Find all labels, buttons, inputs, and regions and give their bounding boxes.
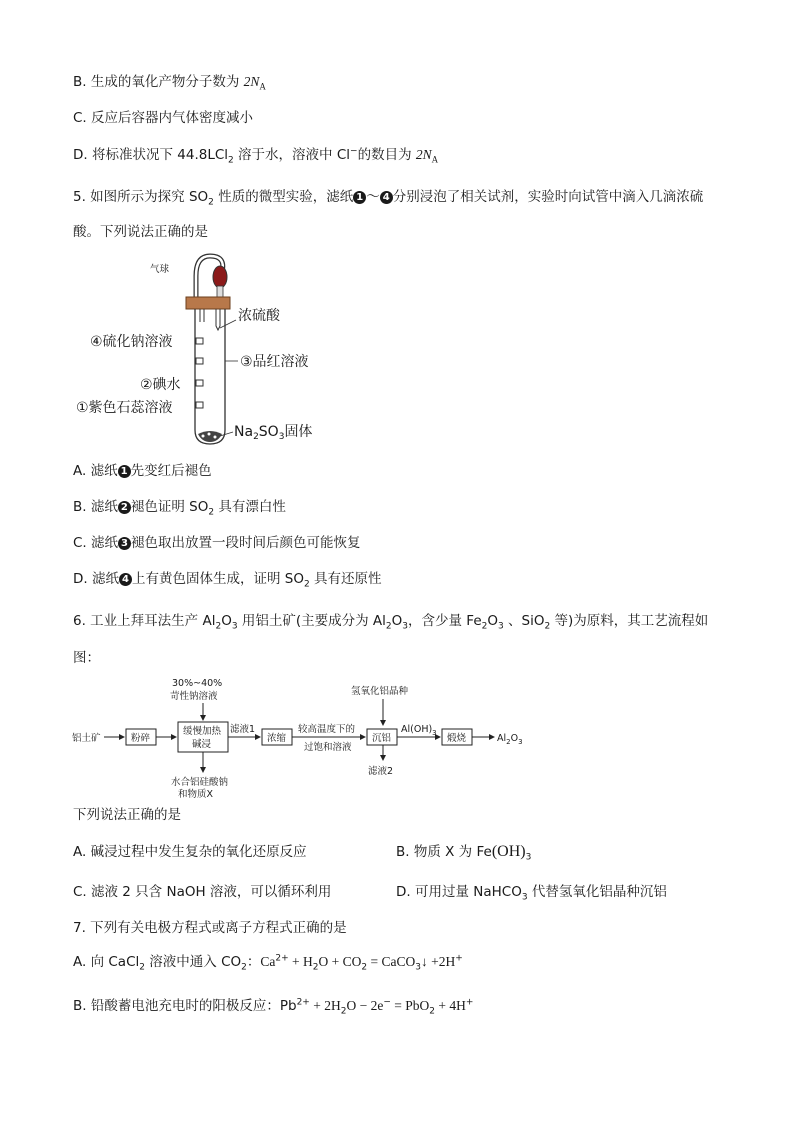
q7-stem bbox=[73, 918, 347, 938]
q6-stem-line1 bbox=[73, 611, 708, 631]
q4-option-d-text: D. 将标准状况下 44.8LCl bbox=[73, 147, 229, 163]
q6-sub1: 2 bbox=[215, 621, 222, 632]
q6-stem-f: O bbox=[487, 613, 499, 629]
flow-reagent-2: 苛性钠溶液 bbox=[170, 691, 218, 702]
q5-option-d-sub: 2 bbox=[303, 579, 310, 590]
q5-option-b-tail: 具有漂白性 bbox=[214, 499, 286, 515]
q5-option-d-tail: 具有还原性 bbox=[309, 571, 382, 587]
flow-filtrate1: 滤液1 bbox=[230, 724, 256, 735]
q6-option-d-sub: 3 bbox=[521, 892, 528, 903]
flow-reagent-1: 30%~40% bbox=[172, 678, 223, 689]
label-paper2: ②碘水 bbox=[140, 377, 181, 393]
q5-stem-line1 bbox=[73, 187, 703, 207]
q6-stem-line2-text: 图： bbox=[73, 650, 100, 666]
flow-crush: 粉碎 bbox=[131, 733, 151, 744]
q6-option-c bbox=[73, 882, 331, 902]
q6-stem-g: 、SiO bbox=[503, 613, 545, 629]
circled-number-1: 1 bbox=[118, 465, 131, 478]
q4-option-d-mid: 溶于水，溶液中 Cl bbox=[233, 147, 351, 163]
filter-paper-3 bbox=[196, 358, 203, 364]
q4-option-c bbox=[73, 108, 253, 128]
q5-stem-c: 分别浸泡了相关试剂，实验时向试管中滴入几滴浓硫 bbox=[392, 189, 704, 205]
flow-leach2: 碱浸 bbox=[192, 739, 212, 750]
q6-option-c-text: C. 滤液 2 只含 NaOH 溶液，可以循环利用 bbox=[73, 884, 332, 900]
q5-option-c-tail: 褪色取出放置一段时间后颜色可能恢复 bbox=[131, 535, 361, 551]
circled-number-1: 1 bbox=[353, 191, 366, 204]
q7-a-sub1: 2 bbox=[139, 962, 145, 973]
q7-stem-text: 7. 下列有关电极方程式或离子方程式正确的是 bbox=[73, 920, 347, 936]
q4-option-c-text: C. 反应后容器内气体密度减小 bbox=[73, 110, 254, 126]
stopper-icon bbox=[186, 297, 230, 309]
q5-option-b-mid: 褪色证明 SO bbox=[130, 499, 209, 515]
q5-option-d-mid: 上有黄色固体生成，证明 SO bbox=[131, 571, 304, 587]
q5-stem-b: 性质的微型实验，滤纸 bbox=[213, 189, 354, 205]
flow-precip: 沉铝 bbox=[372, 733, 392, 744]
flow-leach1: 缓慢加热 bbox=[183, 726, 222, 737]
q6-question bbox=[73, 805, 181, 825]
flow-concentrate: 浓缩 bbox=[267, 733, 287, 744]
flow-ore: 铝土矿 bbox=[72, 733, 101, 744]
filter-paper-1 bbox=[196, 402, 203, 408]
q4-option-b-text: B. 生成的氧化产物分子数为 bbox=[73, 74, 244, 90]
q5-option-a bbox=[73, 461, 212, 481]
q7-option-b bbox=[73, 996, 473, 1016]
q6-option-a bbox=[73, 842, 307, 862]
q6-stem-line2 bbox=[73, 648, 100, 668]
q7-b2: + 2H bbox=[309, 998, 341, 1013]
q7-b3: O − 2e bbox=[346, 998, 384, 1013]
q4-option-d-sup: − bbox=[350, 146, 358, 157]
q7-a2: 溶液中通入 CO bbox=[144, 954, 242, 970]
label-paper4: ④硫化钠溶液 bbox=[90, 334, 173, 350]
q5-option-d bbox=[73, 569, 382, 589]
q7-a-sup1: 2+ bbox=[275, 953, 289, 964]
flow-residue1: 水合铝硅酸钠 bbox=[171, 777, 229, 788]
q6-sub4: 3 bbox=[402, 621, 409, 632]
q7-b-sup3: + bbox=[465, 997, 474, 1008]
q7-a-sub3: 2 bbox=[312, 962, 319, 973]
flow-residue2: 和物质X bbox=[178, 789, 214, 800]
q6-option-b bbox=[396, 842, 531, 862]
q7-a3: ：Ca bbox=[246, 954, 276, 969]
q5-option-a-text: A. 滤纸 bbox=[73, 463, 118, 479]
flow-sat1: 较高温度下的 bbox=[298, 724, 356, 735]
q6-stem-c: 用铝土矿(主要成分为 Al bbox=[237, 613, 386, 629]
test-tube-icon bbox=[195, 309, 225, 444]
q5-option-c-text: C. 滤纸 bbox=[73, 535, 119, 551]
flow-calcine: 煅烧 bbox=[447, 733, 467, 744]
q7-b-sup1: 2+ bbox=[296, 997, 310, 1008]
q4-option-d-mid2: 的数目为 bbox=[357, 147, 416, 163]
q4-option-b-formula: 2N bbox=[243, 74, 260, 89]
q4-option-b bbox=[73, 72, 266, 92]
label-acid: 浓硫酸 bbox=[238, 308, 280, 324]
label-paper3: ③品红溶液 bbox=[240, 354, 309, 370]
q5-stem-line2-text: 酸。下列说法正确的是 bbox=[73, 224, 208, 240]
q6-sub7: 2 bbox=[544, 621, 551, 632]
q7-a5: O + CO bbox=[318, 954, 362, 969]
q6-sub3: 2 bbox=[385, 621, 392, 632]
q7-a6: = CaCO bbox=[367, 954, 416, 969]
circled-number-4: 4 bbox=[380, 191, 393, 204]
q7-b1: B. 铅酸蓄电池充电时的阳极反应：Pb bbox=[73, 998, 297, 1014]
q4-option-d-sub: A bbox=[431, 154, 439, 165]
q7-a-sub5: 3 bbox=[415, 962, 421, 973]
q7-b4: = PbO bbox=[390, 998, 430, 1013]
q6-option-d bbox=[396, 882, 667, 902]
q5-stem-tilde: ～ bbox=[366, 189, 380, 205]
flow-product: $Al_2O_3$ bbox=[497, 733, 523, 746]
flow-sat2: 过饱和溶液 bbox=[304, 742, 352, 753]
q6-option-b-text: B. 物质 X 为 Fe bbox=[396, 844, 492, 860]
q6-sub2: 3 bbox=[231, 621, 238, 632]
q6-option-b-sub: 3 bbox=[525, 852, 532, 863]
q7-b-sup2: − bbox=[383, 997, 391, 1008]
circled-number-4: 4 bbox=[119, 573, 132, 586]
label-balloon: 气球 bbox=[150, 264, 170, 275]
q5-stem-line2 bbox=[73, 222, 208, 242]
q4-option-d-formula: 2N bbox=[415, 147, 432, 162]
q6-stem-e: ，含少量 Fe bbox=[408, 613, 482, 629]
q6-process-flowchart bbox=[70, 672, 540, 802]
q5-option-b bbox=[73, 497, 286, 517]
q6-stem-a: 6. 工业上拜耳法生产 Al bbox=[73, 613, 216, 629]
q7-a1: A. 向 CaCl bbox=[73, 954, 140, 970]
q5-option-b-text: B. 滤纸 bbox=[73, 499, 118, 515]
q6-sub5: 2 bbox=[481, 621, 488, 632]
q6-option-d-text: D. 可用过量 NaHCO bbox=[396, 884, 522, 900]
q4-option-b-sub: A bbox=[259, 81, 266, 92]
q6-sub6: 3 bbox=[498, 621, 504, 632]
q7-a7: ↓ +2H bbox=[420, 954, 456, 969]
filter-paper-2 bbox=[196, 380, 203, 386]
q7-a-sub4: 2 bbox=[361, 962, 368, 973]
q5-option-d-text: D. 滤纸 bbox=[73, 571, 119, 587]
flow-seed: 氢氧化铝晶种 bbox=[351, 686, 409, 697]
q6-option-d-tail: 代替氢氧化铝晶种沉铝 bbox=[527, 884, 667, 900]
circled-number-2: 2 bbox=[118, 501, 131, 514]
q5-option-c bbox=[73, 533, 361, 553]
q6-stem-h: 等)为原料，其工艺流程如 bbox=[550, 613, 709, 629]
label-solid: $Na_2SO_3$固体 bbox=[234, 424, 313, 442]
filter-paper-4 bbox=[196, 338, 203, 344]
q5-option-b-sub: 2 bbox=[208, 507, 215, 518]
circled-number-3: 3 bbox=[118, 537, 131, 550]
q7-a4: + H bbox=[288, 954, 313, 969]
q7-option-a bbox=[73, 952, 463, 972]
q7-b-sub1: 2 bbox=[340, 1006, 347, 1017]
q6-option-a-text: A. 碱浸过程中发生复杂的氧化还原反应 bbox=[73, 844, 307, 860]
q7-a-sup2: + bbox=[455, 953, 463, 964]
q6-question-text: 下列说法正确的是 bbox=[73, 807, 181, 823]
q6-stem-b: O bbox=[221, 613, 232, 629]
flow-filtrate2: 滤液2 bbox=[368, 766, 394, 777]
q5-stem-a: 5. 如图所示为探究 SO bbox=[73, 189, 209, 205]
q7-a-sub2: 2 bbox=[241, 962, 247, 973]
q4-option-d-sub-cl: 2 bbox=[228, 155, 234, 166]
q6-option-b-formula: (OH) bbox=[491, 843, 526, 860]
q4-option-d bbox=[73, 145, 438, 165]
q5-test-tube-figure bbox=[70, 250, 340, 455]
dropper-bulb-icon bbox=[213, 266, 227, 288]
q5-stem-sub: 2 bbox=[208, 197, 214, 208]
label-paper1: ①紫色石蕊溶液 bbox=[76, 400, 173, 416]
flow-aloh: $Al(OH)_3$ bbox=[401, 724, 437, 737]
q5-option-a-tail: 先变红后褪色 bbox=[130, 463, 212, 479]
q7-b-sub2: 2 bbox=[429, 1006, 435, 1017]
q7-b5: + 4H bbox=[434, 998, 466, 1013]
q6-stem-d: O bbox=[391, 613, 403, 629]
